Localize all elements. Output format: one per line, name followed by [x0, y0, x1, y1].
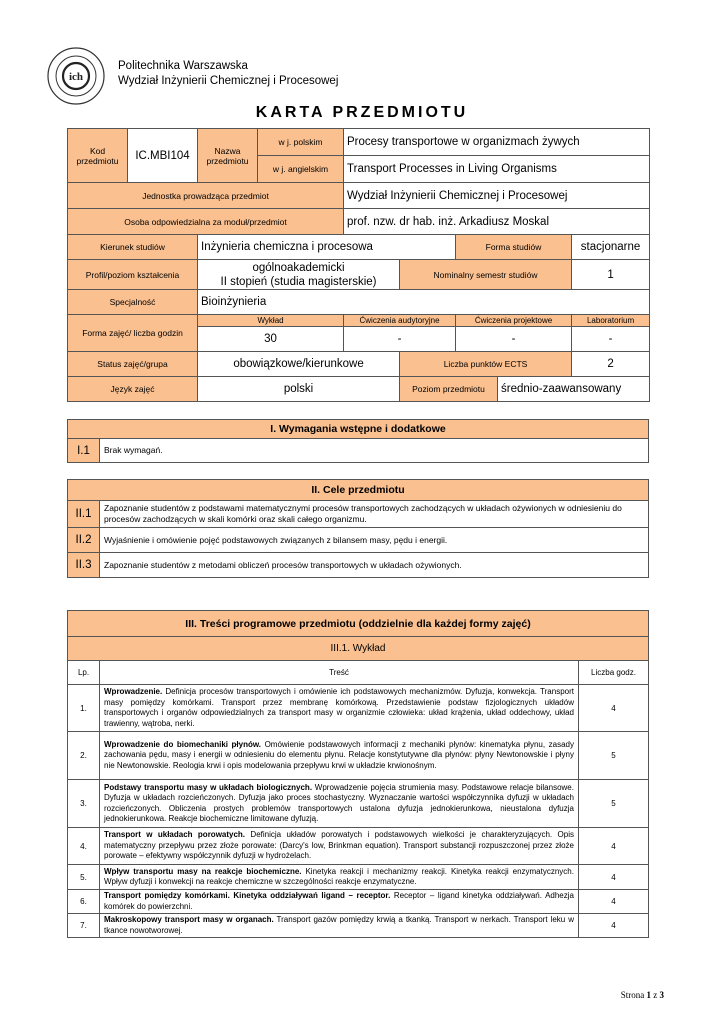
cw-aud-value: - — [344, 327, 456, 352]
course-card-table — [67, 128, 650, 402]
faculty-name: Wydział Inżynierii Chemicznej i Procesowej — [118, 75, 339, 87]
table-row — [68, 914, 649, 938]
ects-value: 2 — [572, 352, 650, 377]
row-content — [100, 732, 579, 780]
profil-value-2: II stopień (studia magisterskie) — [220, 275, 377, 288]
row-content — [100, 828, 579, 865]
kod-label: Kod przedmiotu — [68, 129, 128, 183]
wyklad-value: 30 — [198, 327, 344, 352]
jednostka-value: Wydział Inżynierii Chemicznej i Procesowej — [344, 183, 650, 209]
row-content — [100, 890, 579, 914]
poziom-value: średnio-zaawansowany — [498, 377, 650, 402]
row-content — [100, 865, 579, 890]
row-lp: 6. — [68, 890, 100, 914]
jednostka-label: Jednostka prowadząca przedmiot — [68, 183, 344, 209]
kod-value: IC.MBI104 — [128, 129, 198, 183]
ects-label: Liczba punktów ECTS — [400, 352, 572, 377]
pl-label: w j. polskim — [258, 129, 344, 156]
row-text: Receptor – ligand kinetyka oddziaływań. Adhezja komórek do powierzchni. — [104, 891, 574, 911]
row-bold: Wprowadzenie. — [104, 687, 163, 696]
osoba-value: prof. nzw. dr hab. inż. Arkadiusz Moskal — [344, 209, 650, 235]
section-3-title: III. Treści programowe przedmiotu (oddzielnie dla każdej formy zajęć) — [68, 611, 649, 637]
jezyk-value: polski — [198, 377, 400, 402]
table-row — [68, 865, 649, 890]
row-text: Wprowadzenie pojęcia strumienia masy. Podstawowe relacje bilansowe. Dyfuzja w układach rozcieńczonych. Dyfuzja jako proces stochastyczny. Wyznaczanie wartości współczynnika dyfuzji w układach rozcieńczonych. Obliczenia prostych problemów transportowych ustalona dyfuzja jednokierunkowa, nieustalona dyfuzja jednokierunkowa. Reakcje biochemiczne limitowane dyfuzją. — [104, 782, 574, 823]
footer-mid: z — [651, 990, 660, 1000]
en-value: Transport Processes in Living Organisms — [344, 156, 650, 183]
footer-page: 1 — [646, 990, 651, 1000]
row-text: Definicja układów porowatych i podstawowych wielkości je charakteryzujących. Opis matematyczny przepływu przez złoże porowate: (Darcy's low, Brinkman equation). Transport substancji rozpuszczonej przez złoże porowate – efektywny współczynnik dyfuzji w hydrożelach. — [104, 830, 574, 861]
row-content — [100, 685, 579, 732]
university-name: Politechnika Warszawska — [118, 60, 248, 72]
forma-studiow-value: stacjonarne — [572, 235, 650, 260]
section-3-table — [67, 610, 649, 938]
row-text: Transport gazów pomiędzy krwią a tkanką. Transport w nerkach. Transport leku w tkance nowotworowej. — [104, 915, 574, 935]
row-hours: 4 — [578, 685, 648, 732]
profil-label: Profil/poziom kształcenia — [68, 260, 198, 290]
profil-value-1: ogólnoakademicki — [252, 261, 345, 274]
section-2-title: II. Cele przedmiotu — [68, 480, 649, 501]
nazwa-label: Nazwa przedmiotu — [198, 129, 258, 183]
table-row — [68, 828, 649, 865]
row-content — [100, 914, 579, 938]
col-lp: Lp. — [68, 661, 100, 685]
row-lp: 5. — [68, 865, 100, 890]
page-footer — [621, 990, 664, 1000]
row-hours: 4 — [578, 914, 648, 938]
row-hours: 4 — [578, 828, 648, 865]
osoba-label: Osoba odpowiedzialna za moduł/przedmiot — [68, 209, 344, 235]
table-row — [68, 780, 649, 828]
row-hours: 4 — [578, 865, 648, 890]
profil-value — [198, 260, 400, 290]
row-lp: 1. — [68, 685, 100, 732]
row-hours: 5 — [578, 780, 648, 828]
poziom-label: Poziom przedmiotu — [400, 377, 498, 402]
specjalnosc-value: Bioinżynieria — [198, 290, 650, 315]
wyklad-label: Wykład — [198, 315, 344, 327]
header-text — [118, 59, 338, 89]
section-2-text: Zapoznanie studentów z metodami obliczeń procesów transportowych w układach ożywionych. — [100, 553, 649, 578]
row-lp: 3. — [68, 780, 100, 828]
status-value: obowiązkowe/kierunkowe — [198, 352, 400, 377]
col-godz: Liczba godz. — [578, 661, 648, 685]
table-row — [68, 890, 649, 914]
row-lp: 4. — [68, 828, 100, 865]
row-bold: Transport w układach porowatych. — [104, 830, 246, 840]
row-bold: Transport pomiędzy komórkami. Kinetyka oddziaływań ligand – receptor. — [104, 891, 391, 900]
forma-studiow-label: Forma studiów — [456, 235, 572, 260]
row-bold: Wprowadzenie do biomechaniki płynów. — [104, 739, 262, 749]
row-lp: 2. — [68, 732, 100, 780]
specjalnosc-label: Specjalność — [68, 290, 198, 315]
lab-value: - — [572, 327, 650, 352]
cw-proj-label: Ćwiczenia projektowe — [456, 315, 572, 327]
section-2-table — [67, 479, 649, 578]
semestr-value: 1 — [572, 260, 650, 290]
section-2-text: Zapoznanie studentów z podstawami matematycznymi procesów transportowych zachodzących w układach ożywionych w odniesieniu do procesów zachodzących w skali komórki oraz skali całego organizmu. — [100, 501, 649, 528]
row-bold: Makroskopowy transport masy w organach. — [104, 915, 274, 924]
section-1-title: I. Wymagania wstępne i dodatkowe — [68, 420, 649, 439]
row-text: Definicja procesów transportowych i omówienie ich podstawowych mechanizmów. Dyfuzja, konwekcja. Transport masy pomiędzy komórkami. Transport przez membranę komórkową. Przedstawienie podstaw fizjologicznych układów transportowych i organów odpowiedzialnych za transport masy w organizmie człowieka: układ krążenia, układ oddechowy, układ trawienny, wątroba, nerki. — [104, 687, 574, 728]
forma-zajec-label: Forma zajęć/ liczba godzin — [68, 315, 198, 352]
page-title: KARTA PRZEDMIOTU — [255, 104, 469, 121]
row-bold: Wpływ transportu masy na reakcje biochemiczne. — [104, 866, 302, 876]
svg-text:ich: ich — [68, 71, 84, 83]
jezyk-label: Język zajęć — [68, 377, 198, 402]
footer-total: 3 — [659, 990, 664, 1000]
table-row — [68, 685, 649, 732]
section-2-text: Wyjaśnienie i omówienie pojęć podstawowych związanych z bilansem masy, pędu i energii. — [100, 528, 649, 553]
kierunek-value: Inżynieria chemiczna i procesowa — [198, 235, 456, 260]
row-hours: 5 — [578, 732, 648, 780]
section-2-code: II.1 — [68, 501, 100, 528]
footer-prefix: Strona — [620, 990, 647, 1000]
section-1-table — [67, 419, 649, 463]
status-label: Status zajęć/grupa — [68, 352, 198, 377]
kierunek-label: Kierunek studiów — [68, 235, 198, 260]
pl-value: Procesy transportowe w organizmach żywych — [344, 129, 650, 156]
col-tresc: Treść — [100, 661, 579, 685]
section-2-code: II.2 — [68, 528, 100, 553]
cw-proj-value: - — [456, 327, 572, 352]
lab-label: Laboratorium — [572, 315, 650, 327]
row-hours: 4 — [578, 890, 648, 914]
university-logo — [46, 46, 106, 106]
table-row — [68, 732, 649, 780]
row-text: Omówienie podstawowych informacji z mechaniki płynów: kinematyka płynu, zasady zachowania pędu, masy i energii w odniesieniu do elementu płynu. Relacje konstytutywne dla płynów: płyny Newtonowskie i płyny nie Newtonowskie. Reologia krwi i opis modelowania przepływu krwi w układzie krwionośnym. — [104, 739, 574, 770]
row-content — [100, 780, 579, 828]
row-bold: Podstawy transportu masy w układach biologicznych. — [104, 782, 313, 792]
en-label: w j. angielskim — [258, 156, 344, 183]
section-3-subtitle: III.1. Wykład — [68, 637, 649, 661]
semestr-label: Nominalny semestr studiów — [400, 260, 572, 290]
cw-aud-label: Ćwiczenia audytoryjne — [344, 315, 456, 327]
section-1-text: Brak wymagań. — [100, 439, 649, 463]
row-lp: 7. — [68, 914, 100, 938]
section-2-code: II.3 — [68, 553, 100, 578]
section-1-code: I.1 — [68, 439, 100, 463]
row-text: Kinetyka reakcji i mechanizmy reakcji. Kinetyka reakcji enzymatycznych. Wpływ dyfuzji i konwekcji na reakcje chemiczne w szczególności reakcje enzymatyczne. — [104, 866, 574, 886]
